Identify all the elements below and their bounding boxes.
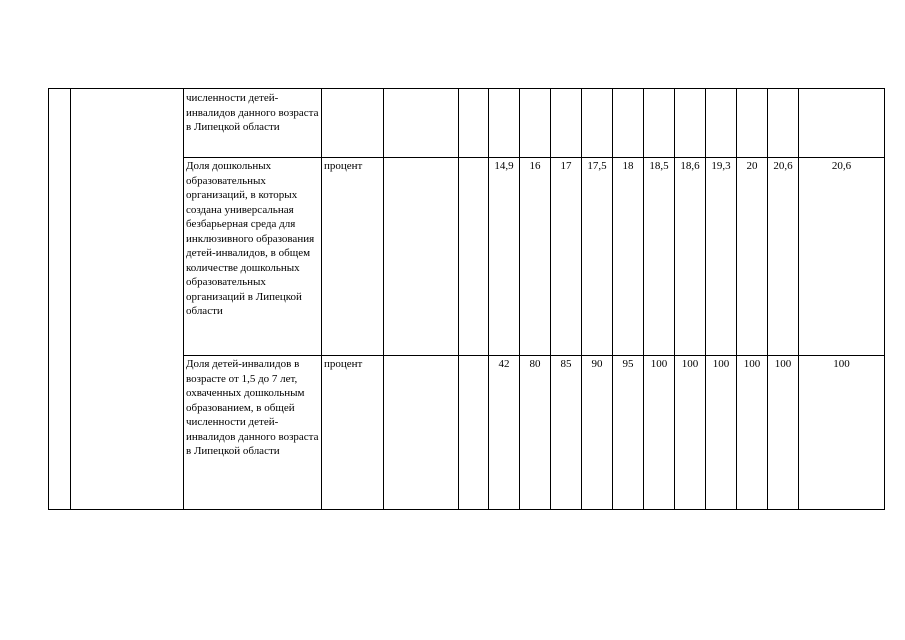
value-cell: 100 bbox=[737, 356, 768, 510]
value-cell: 20,6 bbox=[768, 158, 799, 356]
value-cell: 17 bbox=[551, 158, 582, 356]
indicator-name: Доля дошкольных образовательных организаций, в которых создана универсальная безбарьерная среда для инклюзивного образования детей-инвалидов, в общем количестве дошкольных образовательных организаций в Липецкой области bbox=[184, 158, 322, 356]
task-cell bbox=[71, 89, 184, 510]
value-cell: 95 bbox=[613, 356, 644, 510]
value-cell bbox=[768, 89, 799, 158]
value-cell: 20,6 bbox=[799, 158, 885, 356]
value-cell bbox=[706, 89, 737, 158]
value-cell: 100 bbox=[644, 356, 675, 510]
indicator-name: численности детей-инвалидов данного возраста в Липецкой области bbox=[184, 89, 322, 158]
value-cell bbox=[551, 89, 582, 158]
value-cell: 90 bbox=[582, 356, 613, 510]
empty-cell bbox=[384, 89, 459, 158]
indicator-name: Доля детей-инвалидов в возрасте от 1,5 до 7 лет, охваченных дошкольным образованием, в общей численности детей-инвалидов данного возраста в Липецкой области bbox=[184, 356, 322, 510]
indicator-table bbox=[48, 88, 885, 510]
value-cell bbox=[799, 89, 885, 158]
value-cell: 16 bbox=[520, 158, 551, 356]
value-cell bbox=[675, 89, 706, 158]
value-cell: 14,9 bbox=[489, 158, 520, 356]
value-cell bbox=[520, 89, 551, 158]
value-cell: 85 bbox=[551, 356, 582, 510]
value-cell: 42 bbox=[489, 356, 520, 510]
empty-cell bbox=[384, 158, 459, 356]
value-cell: 100 bbox=[768, 356, 799, 510]
value-cell: 19,3 bbox=[706, 158, 737, 356]
table-row bbox=[49, 89, 885, 158]
unit-cell: процент bbox=[322, 158, 384, 356]
value-cell: 80 bbox=[520, 356, 551, 510]
value-cell: 18 bbox=[613, 158, 644, 356]
value-cell: 100 bbox=[675, 356, 706, 510]
value-cell: 18,5 bbox=[644, 158, 675, 356]
value-cell: 17,5 bbox=[582, 158, 613, 356]
empty-cell bbox=[459, 356, 489, 510]
value-cell bbox=[582, 89, 613, 158]
unit-cell: процент bbox=[322, 356, 384, 510]
value-cell bbox=[613, 89, 644, 158]
unit-cell bbox=[322, 89, 384, 158]
index-cell bbox=[49, 89, 71, 510]
empty-cell bbox=[459, 89, 489, 158]
value-cell: 18,6 bbox=[675, 158, 706, 356]
value-cell bbox=[644, 89, 675, 158]
value-cell bbox=[737, 89, 768, 158]
value-cell: 100 bbox=[706, 356, 737, 510]
value-cell bbox=[489, 89, 520, 158]
empty-cell bbox=[384, 356, 459, 510]
value-cell: 100 bbox=[799, 356, 885, 510]
empty-cell bbox=[459, 158, 489, 356]
value-cell: 20 bbox=[737, 158, 768, 356]
